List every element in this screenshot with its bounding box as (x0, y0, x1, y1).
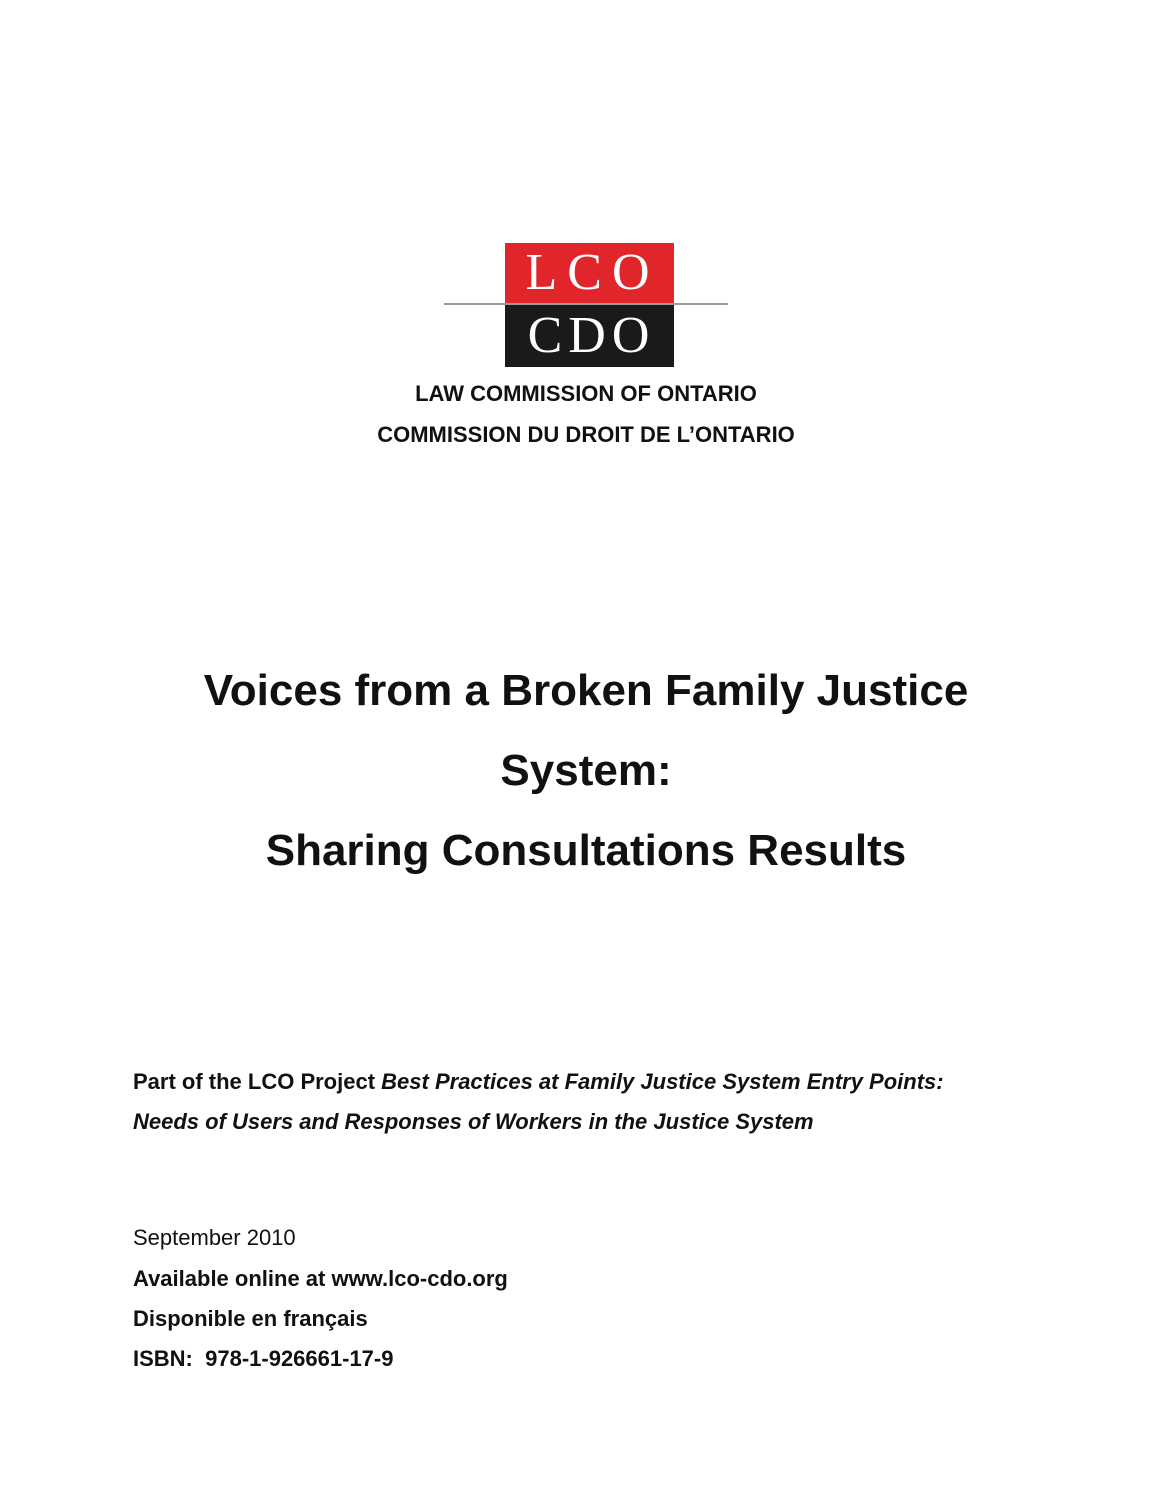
lco-cdo-logo (444, 243, 728, 367)
publication-date: September 2010 (133, 1225, 296, 1250)
project-name-line-1: Best Practices at Family Justice System Entry Points: (381, 1069, 944, 1094)
online-availability: Available online at www.lco-cdo.org (133, 1266, 508, 1291)
title-line-1: Voices from a Broken Family Justice (203, 666, 969, 715)
logo-top-text: LCO (505, 243, 674, 303)
title-line-3: Sharing Consultations Results (265, 826, 907, 875)
title-line-2: System: (500, 746, 672, 795)
project-name-line-2: Needs of Users and Responses of Workers in the Justice System (133, 1109, 814, 1134)
org-name-english: LAW COMMISSION OF ONTARIO (415, 381, 757, 406)
project-description (133, 1062, 1041, 1142)
logo-box (505, 243, 674, 367)
logo-bottom-text: CDO (505, 305, 674, 367)
isbn: ISBN: 978-1-926661-17-9 (133, 1346, 394, 1371)
org-name-french: COMMISSION DU DROIT DE L’ONTARIO (377, 422, 795, 447)
project-prefix: Part of the LCO Project (133, 1069, 382, 1094)
french-availability: Disponible en français (133, 1306, 368, 1331)
